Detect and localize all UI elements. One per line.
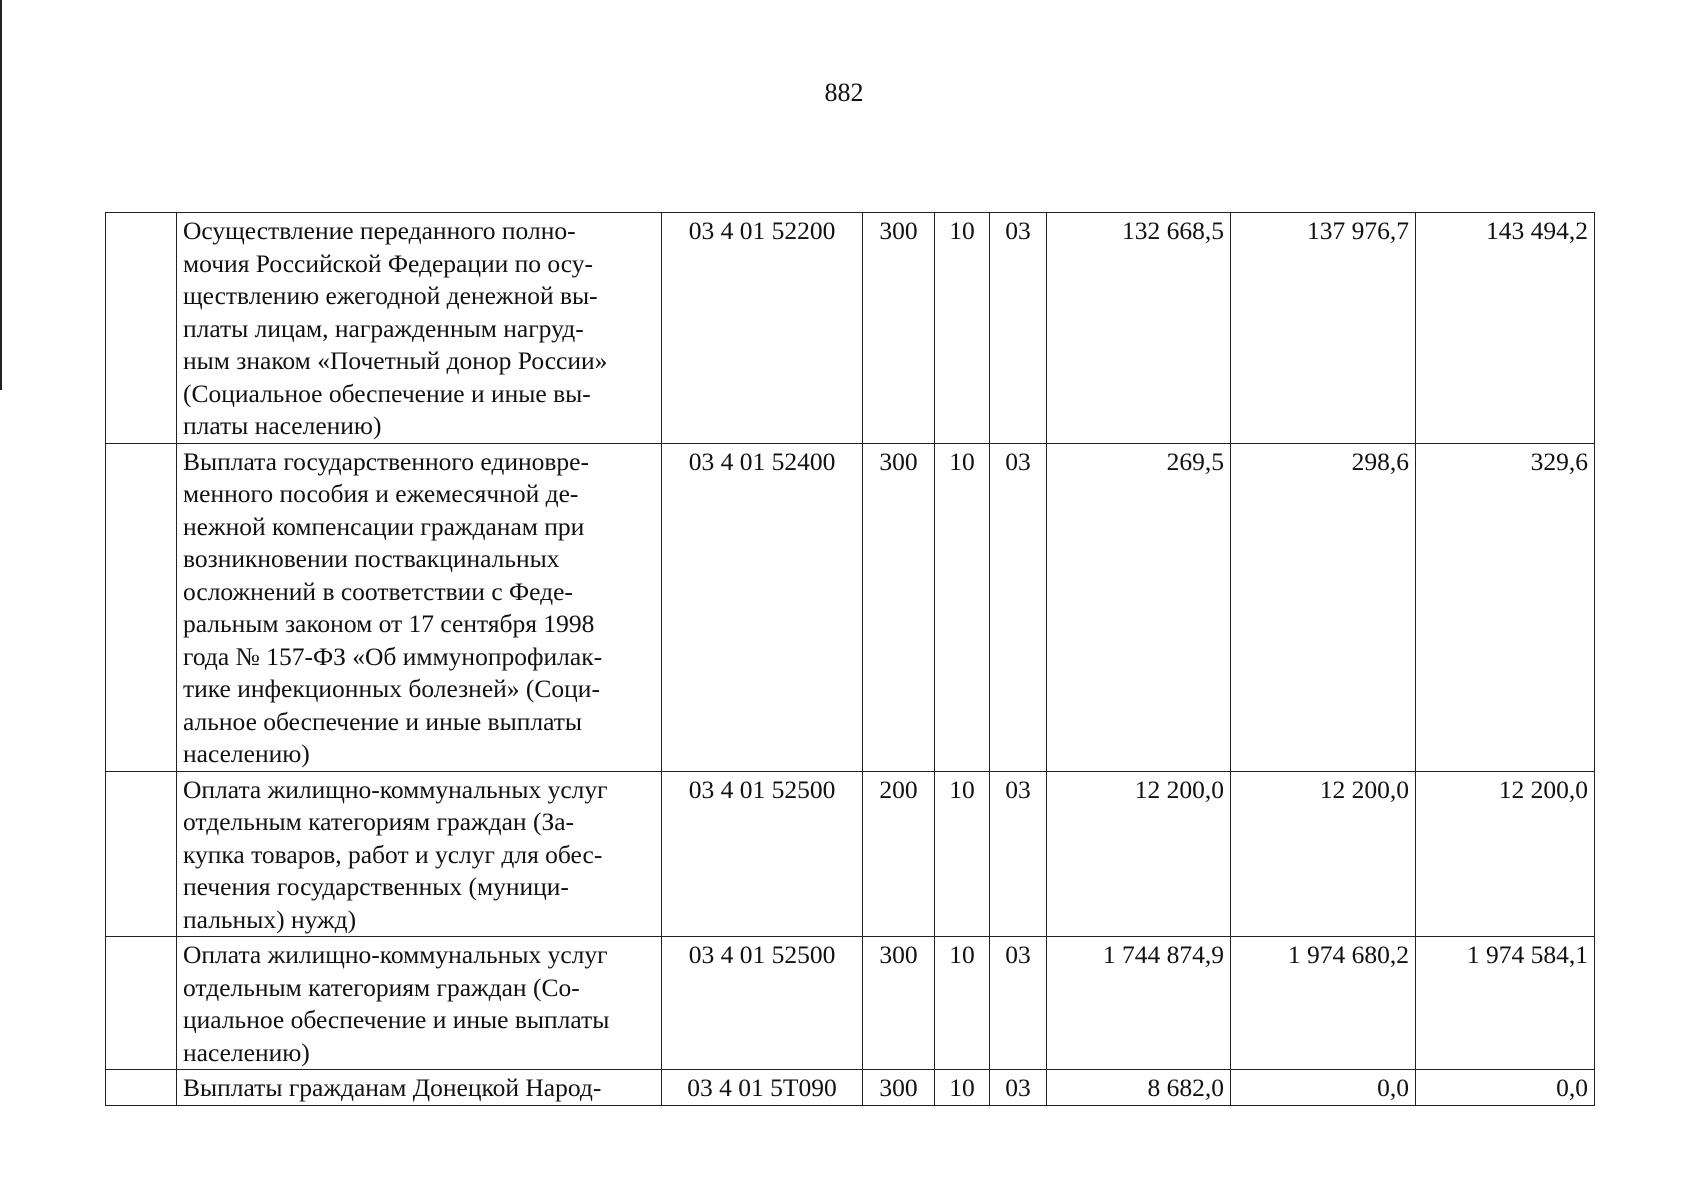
expense-name-line: Оплата жилищно-коммунальных услуг	[183, 940, 608, 969]
amount-year-1: 269,5	[1047, 443, 1231, 771]
expense-name-line: осложнений в соответствии с Феде-	[183, 576, 573, 606]
expense-name-cell	[177, 443, 662, 771]
target-article-code: 03 4 01 52500	[662, 937, 863, 1070]
table-row	[106, 1070, 1595, 1106]
amount-year-3: 0,0	[1416, 1070, 1595, 1106]
table-row	[106, 937, 1595, 1070]
expense-name-line: циальное обеспечение и иные выплаты	[183, 1005, 610, 1034]
expense-name-line: возникновении поствакцинальных	[183, 544, 560, 573]
amount-year-1: 12 200,0	[1047, 771, 1231, 937]
expense-name-line: пальных) нужд)	[183, 904, 357, 934]
expense-name-line: Выплата государственного единовре-	[183, 446, 589, 476]
row-number-cell	[106, 937, 177, 1070]
subsection-code: 03	[990, 937, 1047, 1070]
amount-year-2: 298,6	[1231, 443, 1416, 771]
expense-name-line: отдельным категориям граждан (За-	[183, 807, 575, 836]
expense-name-line: менного пособия и ежемесячной де-	[183, 479, 579, 508]
amount-year-2: 137 976,7	[1231, 213, 1416, 444]
target-article-code: 03 4 01 52500	[662, 771, 863, 937]
section-code: 10	[935, 937, 990, 1070]
expense-name-line: тике инфекционных болезней» (Соци-	[183, 674, 600, 703]
amount-year-3: 12 200,0	[1416, 771, 1595, 937]
target-article-code: 03 4 01 52200	[662, 213, 863, 444]
row-number-cell	[106, 771, 177, 937]
amount-year-3: 1 974 584,1	[1416, 937, 1595, 1070]
amount-year-1: 8 682,0	[1047, 1070, 1231, 1106]
section-code: 10	[935, 443, 990, 771]
expense-name-cell	[177, 1070, 662, 1106]
expense-name-line: населению)	[183, 739, 310, 768]
table-row	[106, 771, 1595, 937]
expense-name-line: Оплата жилищно-коммунальных услуг	[183, 774, 608, 804]
expense-name-line: ральным законом от 17 сентября 1998	[183, 609, 595, 638]
table-row	[106, 213, 1595, 444]
expense-name-line: отдельным категориям граждан (Со-	[183, 972, 580, 1002]
subsection-code: 03	[990, 213, 1047, 444]
expense-name-line: населению)	[183, 1037, 310, 1067]
expense-name-line: нежной компенсации гражданам при	[183, 511, 585, 541]
budget-table-body	[106, 213, 1595, 1106]
row-number-cell	[106, 1070, 177, 1106]
amount-year-3: 143 494,2	[1416, 213, 1595, 444]
amount-year-1: 1 744 874,9	[1047, 937, 1231, 1070]
expense-name-line: Осуществление переданного полно-	[183, 216, 576, 245]
expense-name-cell	[177, 213, 662, 444]
section-code: 10	[935, 771, 990, 937]
expense-name-line: печения государственных (муници-	[183, 872, 569, 901]
expense-name-line: года № 157-ФЗ «Об иммунопрофилак-	[183, 641, 603, 671]
expense-type-code: 300	[863, 213, 935, 444]
expense-name-line: (Социальное обеспечение и иные вы-	[183, 378, 591, 408]
subsection-code: 03	[990, 771, 1047, 937]
expense-name-cell	[177, 771, 662, 937]
subsection-code: 03	[990, 1070, 1047, 1106]
expense-type-code: 200	[863, 771, 935, 937]
expense-type-code: 300	[863, 443, 935, 771]
expense-name-line: Выплаты гражданам Донецкой Народ-	[183, 1073, 602, 1102]
subsection-code: 03	[990, 443, 1047, 771]
table-row	[106, 443, 1595, 771]
expense-name-line: платы населению)	[183, 411, 382, 440]
expense-name-line: ществлению ежегодной денежной вы-	[183, 281, 598, 310]
target-article-code: 03 4 01 5Т090	[662, 1070, 863, 1106]
row-number-cell	[106, 443, 177, 771]
expense-type-code: 300	[863, 1070, 935, 1106]
budget-table	[105, 212, 1595, 1106]
expense-name-line: ным знаком «Почетный донор России»	[183, 346, 608, 375]
page-number: 882	[824, 78, 864, 107]
amount-year-2: 12 200,0	[1231, 771, 1416, 937]
expense-name-line: альное обеспечение и иные выплаты	[183, 706, 583, 736]
expense-name-line: платы лицам, награжденным нагруд-	[183, 313, 584, 343]
amount-year-1: 132 668,5	[1047, 213, 1231, 444]
expense-name-line: мочия Российской Федерации по осу-	[183, 248, 594, 278]
amount-year-3: 329,6	[1416, 443, 1595, 771]
expense-name-line: купка товаров, работ и услуг для обес-	[183, 839, 603, 869]
expense-type-code: 300	[863, 937, 935, 1070]
row-number-cell	[106, 213, 177, 444]
section-code: 10	[935, 1070, 990, 1106]
section-code: 10	[935, 213, 990, 444]
amount-year-2: 0,0	[1231, 1070, 1416, 1106]
target-article-code: 03 4 01 52400	[662, 443, 863, 771]
expense-name-cell	[177, 937, 662, 1070]
scan-edge-line	[0, 0, 2, 390]
amount-year-2: 1 974 680,2	[1231, 937, 1416, 1070]
